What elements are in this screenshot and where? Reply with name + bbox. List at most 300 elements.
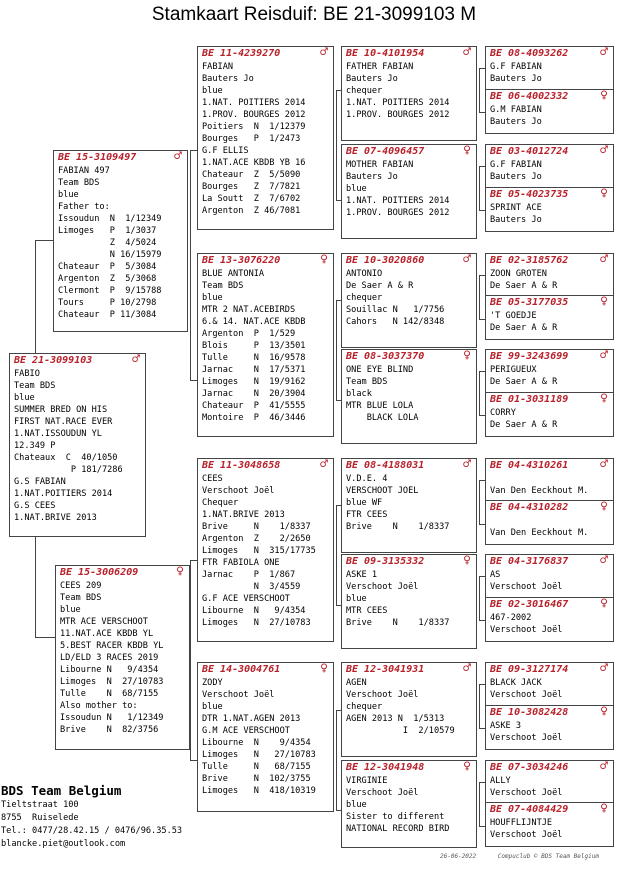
card-line: blue: [60, 605, 81, 615]
card-line: G.F ACE VERSCHOOT: [202, 594, 290, 604]
pigeon-card: [485, 187, 614, 232]
card-line: FABIAN: [202, 62, 234, 72]
card-line: blue WF: [346, 498, 383, 508]
card-line: Limoges N 27/10783: [202, 618, 311, 628]
card-line: Limoges P 1/3037: [58, 226, 157, 236]
ring-number-text: BE 01-3031189: [490, 394, 569, 405]
card-line: Verschoot Joël: [490, 830, 563, 840]
pigeon-card: [197, 662, 334, 812]
ring-number: [486, 47, 613, 61]
card-line: De Saer A & R: [490, 377, 558, 387]
card-line: Chateaur Z 5/5090: [202, 170, 301, 180]
owner-city: 8755 Ruiselede: [1, 813, 79, 823]
ring-number-text: BE 04-3176837: [490, 556, 569, 567]
card-line: Chateaur P 11/3084: [58, 310, 157, 320]
male-icon: ♂: [600, 349, 608, 363]
card-line: chequer: [346, 86, 383, 96]
card-line: blue: [346, 594, 367, 604]
ring-number-text: BE 06-4002332: [490, 91, 569, 102]
card-line: N 3/4559: [202, 582, 301, 592]
pigeon-card: [341, 46, 477, 141]
female-icon: ♀: [463, 349, 471, 363]
card-line: Verschoot Joël: [490, 733, 563, 743]
pigeon-card: [341, 144, 477, 239]
card-line: Argenton Z 46/7081: [202, 206, 301, 216]
pigeon-card: [341, 253, 477, 348]
ring-number-text: BE 02-3016467: [490, 599, 569, 610]
card-line: Bauters Jo: [490, 117, 542, 127]
ring-number: [486, 188, 613, 202]
card-line: Clermont P 9/15788: [58, 286, 162, 296]
male-icon: ♂: [463, 662, 471, 676]
pigeon-card: [485, 597, 614, 642]
card-line: De Saer A & R: [490, 281, 558, 291]
card-line: De Saer A & R: [490, 420, 558, 430]
card-line: 1.NAT.BRIVE 2013: [14, 513, 97, 523]
ring-number-text: BE 10-4101954: [346, 48, 425, 59]
card-line: Blois P 13/3501: [202, 341, 306, 351]
card-line: Tulle N 68/7155: [202, 762, 311, 772]
card-line: Argenton P 1/529: [202, 329, 296, 339]
ring-number: [198, 254, 333, 268]
card-line: 6.& 14. NAT.ACE KBDB: [202, 317, 306, 327]
card-line: AGEN 2013 N 1/5313: [346, 714, 445, 724]
female-icon: ♀: [320, 662, 328, 676]
ring-number-text: BE 07-4084429: [490, 804, 569, 815]
female-icon: ♀: [176, 565, 184, 579]
card-line: DTR 1.NAT.AGEN 2013: [202, 714, 301, 724]
card-line: Issoudun N 1/12349: [58, 214, 162, 224]
card-line: Also mother to:: [60, 701, 138, 711]
card-line: Libourne N 9/4354: [60, 665, 159, 675]
connector-line: [336, 505, 337, 605]
card-line: G.F FABIAN: [490, 62, 542, 72]
connector-line: [479, 576, 480, 620]
card-line: Bauters Jo: [346, 172, 398, 182]
male-icon: ♂: [600, 458, 608, 472]
ring-number-text: BE 11-4239270: [202, 48, 281, 59]
card-line: Bauters Jo: [490, 215, 542, 225]
ring-number: [486, 555, 613, 569]
pigeon-card: [197, 458, 334, 642]
card-line: black: [346, 389, 372, 399]
pigeon-card: [485, 46, 614, 91]
card-line: Bourges P 1/2473: [202, 134, 301, 144]
card-line: [486, 473, 613, 485]
ring-number: [342, 350, 476, 364]
card-line: De Saer A & R: [346, 281, 414, 291]
card-line: FABIAN 497: [58, 166, 110, 176]
ring-number: [56, 566, 189, 580]
card-line: ASKE 1: [346, 570, 378, 580]
pigeon-card: [55, 565, 190, 750]
card-line: Brive N 1/8337: [202, 522, 311, 532]
connector-line: [479, 371, 480, 415]
footer-note: 26-06-2022 Compuclub © BDS Team Belgium: [440, 853, 599, 860]
card-line: ANTONIO: [346, 269, 383, 279]
card-line: 'T GOEDJE: [490, 311, 537, 321]
pigeon-card: [485, 458, 614, 503]
connector-line: [479, 480, 480, 524]
ring-number: [10, 354, 145, 368]
card-line: MOTHER FABIAN: [346, 160, 414, 170]
card-line: ZOON GROTEN: [490, 269, 547, 279]
pigeon-card: [485, 760, 614, 805]
card-line: SPRINT ACE: [490, 203, 542, 213]
card-line: chequer: [346, 293, 383, 303]
ring-number-text: BE 12-3041948: [346, 762, 425, 773]
card-line: Team BDS: [60, 593, 102, 603]
pigeon-card: [197, 253, 334, 437]
ring-number: [486, 803, 613, 817]
card-line: N 16/15979: [58, 250, 162, 260]
card-line: blue: [14, 393, 35, 403]
card-line: Limoges N 19/9162: [202, 377, 306, 387]
card-line: Jarnac N 17/5371: [202, 365, 306, 375]
female-icon: ♀: [600, 295, 608, 309]
pigeon-card: [197, 46, 334, 230]
ring-number-text: BE 02-3185762: [490, 255, 569, 266]
pigeon-card: [485, 144, 614, 189]
card-line: Chequer: [202, 498, 239, 508]
ring-number: [486, 350, 613, 364]
card-line: Brive N 1/8337: [346, 618, 450, 628]
card-line: Team BDS: [202, 281, 244, 291]
card-line: Verschoot Joël: [202, 690, 275, 700]
ring-number-text: BE 03-4012724: [490, 146, 569, 157]
card-line: Tours P 10/2798: [58, 298, 157, 308]
connector-line: [479, 782, 480, 826]
card-line: CORRY: [490, 408, 516, 418]
card-line: PERIGUEUX: [490, 365, 537, 375]
pigeon-card: [485, 500, 614, 545]
pigeon-card: [485, 705, 614, 750]
ring-number-text: BE 99-3243699: [490, 351, 569, 362]
card-line: P 181/7286: [14, 465, 123, 475]
male-icon: ♂: [600, 253, 608, 267]
female-icon: ♀: [600, 705, 608, 719]
ring-number-text: BE 08-4188031: [346, 460, 425, 471]
owner-block: [1, 782, 182, 851]
connector-line: [190, 150, 191, 380]
owner-email: blancke.piet@outlook.com: [1, 839, 126, 849]
female-icon: ♀: [600, 187, 608, 201]
female-icon: ♀: [600, 89, 608, 103]
card-line: blue: [202, 702, 223, 712]
pigeon-card: [341, 760, 477, 848]
card-line: Verschoot Joël: [346, 690, 419, 700]
ring-number-text: BE 04-4310261: [490, 460, 569, 471]
card-line: Poitiers N 1/12379: [202, 122, 306, 132]
card-line: 467-2002: [490, 613, 532, 623]
connector-line: [35, 240, 36, 354]
card-line: ASKE 3: [490, 721, 522, 731]
pigeon-card: [485, 295, 614, 340]
pigeon-card: [485, 662, 614, 707]
card-line: Jarnac P 1/867: [202, 570, 296, 580]
card-line: Chateaur P 5/3084: [58, 262, 157, 272]
male-icon: ♂: [600, 662, 608, 676]
pigeon-card: [53, 150, 188, 332]
female-icon: ♀: [463, 554, 471, 568]
card-line: AS: [490, 570, 501, 580]
ring-number-text: BE 07-4096457: [346, 146, 425, 157]
card-line: 1.PROV. BOURGES 2012: [202, 110, 306, 120]
card-line: 1.PROV. BOURGES 2012: [346, 208, 450, 218]
ring-number-text: BE 11-3048658: [202, 460, 281, 471]
card-line: Team BDS: [14, 381, 56, 391]
card-line: FABIO: [14, 369, 40, 379]
card-line: G.M ACE VERSCHOOT: [202, 726, 290, 736]
card-line: VIRGINIE: [346, 776, 388, 786]
card-line: FTR CEES: [346, 510, 388, 520]
card-line: AGEN: [346, 678, 367, 688]
card-line: blue: [202, 293, 223, 303]
ring-number-text: BE 10-3020860: [346, 255, 425, 266]
male-icon: ♂: [132, 353, 140, 367]
ring-number: [486, 663, 613, 677]
ring-number-text: BE 10-3082428: [490, 707, 569, 718]
ring-number: [342, 555, 476, 569]
card-line: Jarnac N 20/3904: [202, 389, 306, 399]
female-icon: ♀: [600, 392, 608, 406]
ring-number: [342, 254, 476, 268]
female-icon: ♀: [600, 597, 608, 611]
connector-line: [35, 537, 36, 637]
ring-number: [486, 501, 613, 515]
card-line: VERSCHOOT JOEL: [346, 486, 419, 496]
card-line: CEES 209: [60, 581, 102, 591]
card-line: Libourne N 9/4354: [202, 606, 306, 616]
card-line: De Saer A & R: [490, 323, 558, 333]
card-line: blue: [346, 800, 367, 810]
card-line: Verschoot Joël: [490, 625, 563, 635]
card-line: 1.NAT. POITIERS 2014: [346, 98, 450, 108]
male-icon: ♂: [320, 458, 328, 472]
card-line: 11.NAT.ACE KBDB YL: [60, 629, 154, 639]
ring-number-text: BE 13-3076220: [202, 255, 281, 266]
ring-number-text: BE 07-3034246: [490, 762, 569, 773]
pigeon-card: [485, 89, 614, 134]
ring-number-text: BE 15-3109497: [58, 152, 137, 163]
ring-number: [486, 761, 613, 775]
card-line: I 2/10579: [346, 726, 455, 736]
card-line: blue: [202, 86, 223, 96]
card-line: blue: [58, 190, 79, 200]
card-line: ONE EYE BLIND: [346, 365, 414, 375]
card-line: G.F FABIAN: [490, 160, 542, 170]
connector-line: [336, 90, 337, 200]
card-line: 1.NAT. POITIERS 2014: [346, 196, 450, 206]
card-line: Limoges N 418/10319: [202, 786, 316, 796]
card-line: Team BDS: [346, 377, 388, 387]
card-line: Chateaur P 41/5555: [202, 401, 306, 411]
card-line: Limoges N 27/10783: [202, 750, 316, 760]
card-line: Limoges N 27/10783: [60, 677, 164, 687]
page-title: Stamkaart Reisduif: BE 21-3099103 M: [151, 4, 477, 25]
ring-number-text: BE 12-3041931: [346, 664, 425, 675]
pigeon-card: [485, 802, 614, 847]
male-icon: ♂: [174, 150, 182, 164]
connector-line: [336, 710, 337, 810]
card-line: CEES: [202, 474, 223, 484]
pigeon-card: [485, 253, 614, 298]
connector-line: [479, 68, 480, 112]
ring-number: [342, 761, 476, 775]
card-line: chequer: [346, 702, 383, 712]
card-line: blue: [346, 184, 367, 194]
card-line: Bourges Z 7/7821: [202, 182, 301, 192]
card-line: Father to:: [58, 202, 110, 212]
card-line: 1.NAT.ACE KBDB YB 16: [202, 158, 306, 168]
card-line: G.S CEES: [14, 501, 56, 511]
card-line: BLACK JACK: [490, 678, 542, 688]
ring-number: [486, 296, 613, 310]
card-line: Verschoot Joël: [346, 788, 419, 798]
card-line: Cahors N 142/8348: [346, 317, 445, 327]
female-icon: ♀: [600, 802, 608, 816]
card-line: NATIONAL RECORD BIRD: [346, 824, 450, 834]
male-icon: ♂: [600, 46, 608, 60]
pigeon-card: [485, 554, 614, 599]
ring-number-text: BE 15-3006209: [60, 567, 139, 578]
ring-number: [54, 151, 187, 165]
card-line: V.D.E. 4: [346, 474, 388, 484]
ring-number-text: BE 14-3004761: [202, 664, 281, 675]
card-line: MTR ACE VERSCHOOT: [60, 617, 148, 627]
card-line: G.S FABIAN: [14, 477, 66, 487]
card-line: Tulle N 16/9578: [202, 353, 306, 363]
card-line: Brive N 1/8337: [346, 522, 450, 532]
owner-name: BDS Team Belgium: [1, 783, 122, 798]
ring-number: [486, 393, 613, 407]
card-line: Z 4/5024: [58, 238, 157, 248]
card-line: Verschoot Joël: [490, 788, 563, 798]
card-line: Bauters Jo: [490, 74, 542, 84]
card-line: SUMMER BRED ON HIS: [14, 405, 108, 415]
male-icon: ♂: [600, 554, 608, 568]
card-line: Verschoot Joël: [490, 582, 563, 592]
card-line: 1.NAT.ISSOUDUN YL: [14, 429, 102, 439]
card-line: Limoges N 315/17735: [202, 546, 316, 556]
card-line: Van Den Eeckhout M.: [490, 486, 589, 496]
connector-line: [479, 684, 480, 728]
connector-line: [35, 637, 56, 638]
card-line: Sister to different: [346, 812, 445, 822]
ring-number-text: BE 08-3037370: [346, 351, 425, 362]
card-line: Issoudun N 1/12349: [60, 713, 164, 723]
card-line: Chateaux C 40/1050: [14, 453, 118, 463]
ring-number: [342, 145, 476, 159]
card-line: Souillac N 1/7756: [346, 305, 445, 315]
card-line: Brive N 102/3755: [202, 774, 311, 784]
ring-number-text: BE 05-3177035: [490, 297, 569, 308]
connector-line: [35, 240, 54, 241]
pigeon-card: [9, 353, 146, 537]
card-line: Bauters Jo: [202, 74, 254, 84]
ring-number: [486, 598, 613, 612]
female-icon: ♀: [320, 253, 328, 267]
card-line: MTR BLUE LOLA: [346, 401, 414, 411]
card-line: Bauters Jo: [346, 74, 398, 84]
card-line: Verschoot Joël: [490, 690, 563, 700]
male-icon: ♂: [600, 144, 608, 158]
male-icon: ♂: [600, 760, 608, 774]
connector-line: [336, 300, 337, 400]
connector-line: [479, 166, 480, 210]
ring-number-text: BE 08-4093262: [490, 48, 569, 59]
ring-number: [342, 47, 476, 61]
card-line: HOUFFLIJNTJE: [490, 818, 553, 828]
card-line: 1.NAT.POITIERS 2014: [14, 489, 113, 499]
card-line: BLUE ANTONIA: [202, 269, 265, 279]
ring-number-text: BE 04-4310282: [490, 502, 569, 513]
ring-number: [486, 254, 613, 268]
ring-number: [486, 706, 613, 720]
card-line: ZODY: [202, 678, 223, 688]
card-line: G.M FABIAN: [490, 105, 542, 115]
card-line: Libourne N 9/4354: [202, 738, 311, 748]
card-line: 12.349 P: [14, 441, 56, 451]
female-icon: ♀: [463, 760, 471, 774]
ring-number: [342, 663, 476, 677]
ring-number: [486, 459, 613, 473]
connector-line: [479, 275, 480, 319]
card-line: Bauters Jo: [490, 172, 542, 182]
ring-number: [198, 47, 333, 61]
female-icon: ♀: [600, 500, 608, 514]
male-icon: ♂: [463, 458, 471, 472]
male-icon: ♂: [463, 253, 471, 267]
card-line: Van Den Eeckhout M.: [490, 528, 589, 538]
card-line: Team BDS: [58, 178, 100, 188]
ring-number: [486, 90, 613, 104]
pigeon-card: [341, 662, 477, 757]
card-line: 5.BEST RACER KBDB YL: [60, 641, 164, 651]
pigeon-card: [341, 458, 477, 553]
card-line: G.F ELLIS: [202, 146, 249, 156]
card-line: Verschoot Joël: [202, 486, 275, 496]
card-line: FATHER FABIAN: [346, 62, 414, 72]
ring-number-text: BE 09-3135332: [346, 556, 425, 567]
card-line: FTR FABIOLA ONE: [202, 558, 280, 568]
ring-number-text: BE 05-4023735: [490, 189, 569, 200]
owner-street: Tieltstraat 100: [1, 800, 79, 810]
card-line: ALLY: [490, 776, 511, 786]
pigeon-card: [485, 392, 614, 437]
ring-number: [198, 459, 333, 473]
card-line: La Soutt Z 7/6702: [202, 194, 301, 204]
ring-number-text: BE 21-3099103: [14, 355, 93, 366]
male-icon: ♂: [320, 46, 328, 60]
card-line: BLACK LOLA: [346, 413, 419, 423]
ring-number-text: BE 09-3127174: [490, 664, 569, 675]
card-line: MTR 2 NAT.ACEBIRDS: [202, 305, 296, 315]
card-line: Brive N 82/3756: [60, 725, 159, 735]
card-line: Tulle N 68/7155: [60, 689, 159, 699]
card-line: Argenton Z 2/2650: [202, 534, 311, 544]
card-line: Verschoot Joël: [346, 582, 419, 592]
pigeon-card: [341, 554, 477, 649]
card-line: 1.NAT.BRIVE 2013: [202, 510, 285, 520]
card-line: 1.PROV. BOURGES 2012: [346, 110, 450, 120]
owner-phone: Tel.: 0477/28.42.15 / 0476/96.35.53: [1, 826, 183, 836]
ring-number: [486, 145, 613, 159]
female-icon: ♀: [463, 144, 471, 158]
pigeon-card: [341, 349, 477, 444]
card-line: LD/ELD 3 RACES 2019: [60, 653, 159, 663]
card-line: Montoire P 46/3446: [202, 413, 306, 423]
